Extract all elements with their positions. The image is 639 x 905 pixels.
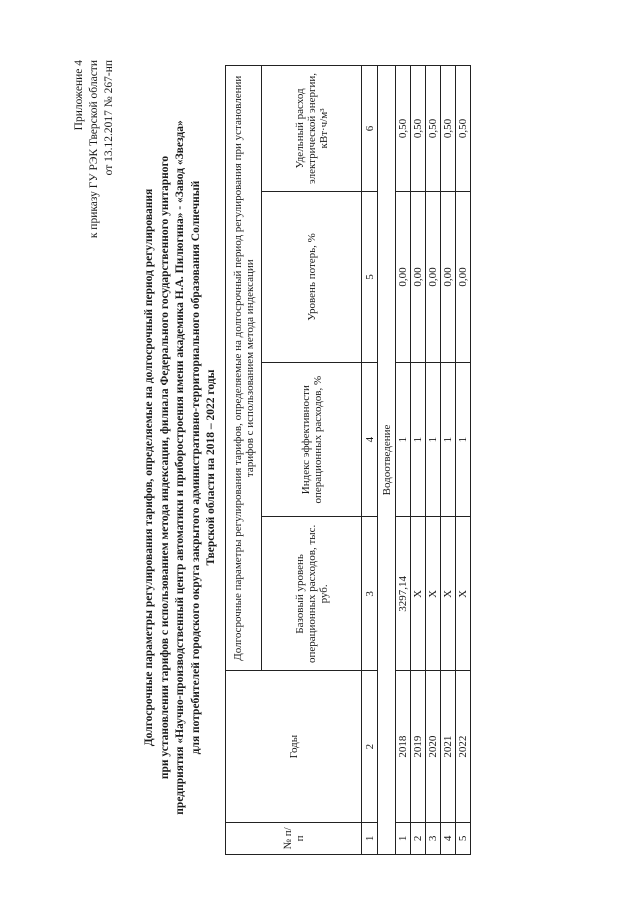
cell-num: 2 [411, 822, 426, 854]
cell-year: 2021 [441, 671, 456, 822]
cell-year: 2022 [456, 671, 471, 822]
cell-loss: 0,00 [426, 191, 441, 362]
cell-base: X [456, 517, 471, 671]
cell-index: 1 [456, 363, 471, 517]
cell-index: 1 [396, 363, 411, 517]
appendix-order-date: от 13.12.2017 № 267-нп [103, 60, 115, 176]
cell-loss: 0,00 [411, 191, 426, 362]
col-number: 6 [362, 66, 378, 192]
title-line-4: для потребителей городского округа закрытого административно-территориального образования Солнечный [189, 180, 202, 755]
cell-energy: 0,50 [456, 66, 471, 192]
document-title [142, 90, 220, 845]
cell-energy: 0,50 [441, 66, 456, 192]
cell-year: 2020 [426, 671, 441, 822]
section-heading: Водоотведение [378, 66, 396, 855]
title-line-1: Долгосрочные параметры регулирования тарифов, определяемые на долгосрочный период регулирования [143, 188, 155, 747]
title-line-5: Тверской области на 2018 – 2022 годы [205, 369, 217, 566]
header-year: Годы [226, 671, 362, 822]
table-row [411, 66, 426, 855]
col-number: 3 [362, 517, 378, 671]
cell-base: X [441, 517, 456, 671]
header-group: Долгосрочные параметры регулирования тарифов, определяемые на долгосрочный период регулирования при установлении тарифов с использованием метода индексации [226, 66, 262, 671]
cell-loss: 0,00 [441, 191, 456, 362]
cell-year: 2019 [411, 671, 426, 822]
cell-year: 2018 [396, 671, 411, 822]
cell-index: 1 [441, 363, 456, 517]
header-efficiency-index: Индекс эффективности операционных расходов, % [262, 363, 362, 517]
header-energy-consumption: Удельный расход электрической энергии, кВт·ч/м³ [262, 66, 362, 192]
table-row [441, 66, 456, 855]
table-row [456, 66, 471, 855]
cell-base: X [426, 517, 441, 671]
appendix-header [72, 60, 117, 238]
cell-energy: 0,50 [411, 66, 426, 192]
cell-index: 1 [426, 363, 441, 517]
header-loss-level: Уровень потерь, % [262, 191, 362, 362]
cell-loss: 0,00 [396, 191, 411, 362]
appendix-order-ref: к приказу ГУ РЭК Тверской области [88, 60, 100, 239]
table-row [426, 66, 441, 855]
parameters-table [225, 65, 471, 855]
col-number: 1 [362, 822, 378, 854]
cell-num: 3 [426, 822, 441, 854]
col-number: 5 [362, 191, 378, 362]
cell-energy: 0,50 [426, 66, 441, 192]
appendix-number: Приложение 4 [73, 60, 85, 131]
column-numbers-row [362, 66, 378, 855]
cell-num: 1 [396, 822, 411, 854]
header-num: № п/п [226, 822, 362, 854]
cell-energy: 0,50 [396, 66, 411, 192]
cell-num: 5 [456, 822, 471, 854]
cell-index: 1 [411, 363, 426, 517]
cell-loss: 0,00 [456, 191, 471, 362]
cell-base: 3297,14 [396, 517, 411, 671]
title-line-3: предприятия «Научно-производственный центр автоматики и приборостроения имени академика Н.А. Пилюгина» - «Завод «Звезда» [174, 120, 186, 815]
cell-num: 4 [441, 822, 456, 854]
col-number: 2 [362, 671, 378, 822]
table-row [396, 66, 411, 855]
title-line-2: при установлении тарифов с использованием метода индексации, филиала Федерального государственного унитарного [158, 155, 171, 780]
col-number: 4 [362, 363, 378, 517]
header-base-level: Базовый уровень операционных расходов, тыс. руб. [262, 517, 362, 671]
cell-base: X [411, 517, 426, 671]
